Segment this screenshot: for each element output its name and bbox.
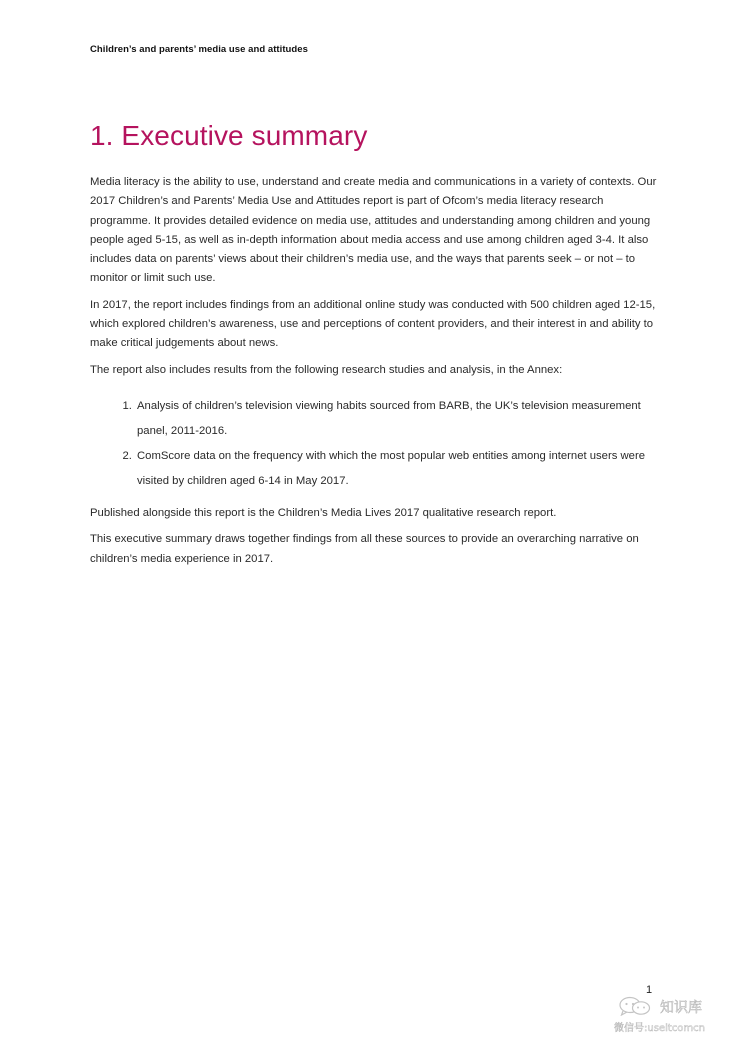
wechat-icon <box>618 996 652 1016</box>
paragraph-annex-intro: The report also includes results from the following research studies and analysis, in the Annex: <box>90 363 563 376</box>
list-item: 1. Analysis of children’s television viewing habits sourced from BARB, the UK’s television measurement panel, 2011-2016. <box>135 394 658 444</box>
body-content <box>90 173 658 576</box>
paragraph-published-alongside: Published alongside this report is the Children’s Media Lives 2017 qualitative research report. <box>90 506 557 519</box>
watermark <box>614 996 734 1036</box>
paragraph-summary-scope: This executive summary draws together findings from all these sources to provide an overarching narrative on children’s media experience in 2017. <box>90 533 639 565</box>
section-title: 1. Executive summary <box>90 120 368 151</box>
watermark-title: 知识库 <box>660 1000 702 1016</box>
paragraph-media-literacy: Media literacy is the ability to use, understand and create media and communications in a variety of contexts. Our 2017 Children’s and Parents’ Media Use and Attitudes report is part of Ofcom’s media literacy research programme. It provides detailed evidence on media use, attitudes and understanding among children and young people aged 5-15, as well as in-depth information about media access and use among children aged 3-4. It also includes data on parents’ views about their children’s media use, and the ways that parents seek – or not – to monitor or limit such use. <box>90 176 657 285</box>
list-item: 2. ComScore data on the frequency with which the most popular web entities among internet users were visited by children aged 6-14 in May 2017. <box>135 444 658 494</box>
paragraph-online-study: In 2017, the report includes findings from an additional online study was conducted with 500 children aged 12-15, which explored children’s awareness, use and perceptions of content providers, and their interest in and ability to make critical judgements about news. <box>90 298 656 350</box>
running-header: Children’s and parents’ media use and attitudes <box>90 44 308 55</box>
watermark-subtitle: 微信号:useitcomcn <box>614 1023 705 1034</box>
page-number: 1 <box>646 984 653 996</box>
annex-list <box>90 394 658 494</box>
